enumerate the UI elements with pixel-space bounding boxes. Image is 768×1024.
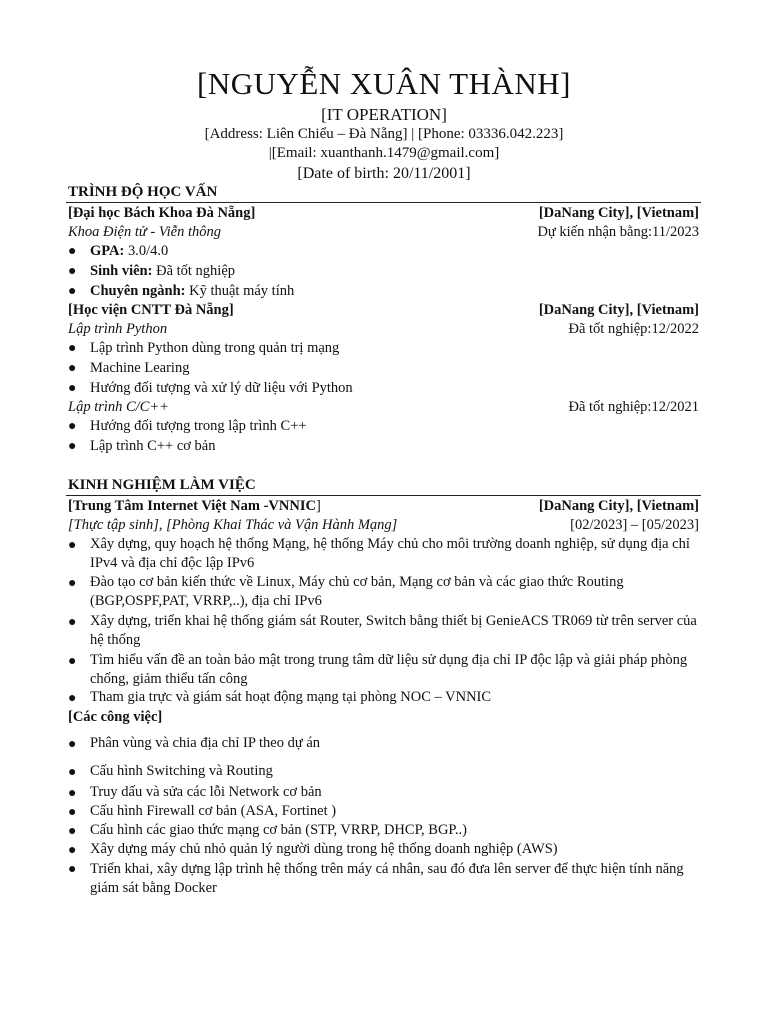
bullet-icon: ● (68, 805, 77, 820)
school2-location: [DaNang City], [Vietnam] (538, 302, 699, 318)
status-value: Đã tốt nghiệp (152, 263, 236, 279)
bullet-icon: ● (68, 824, 77, 839)
duty-item: Tìm hiểu vấn đề an toàn bảo mật trong trung tâm dữ liệu sử dụng địa chỉ IP độc lập và giải pháp phòng chống, giảm thiểu tấn công (90, 652, 688, 687)
employer-location: [DaNang City], [Vietnam] (538, 498, 699, 514)
bullet-icon: ● (68, 284, 77, 299)
major-label: Chuyên ngành: (90, 283, 186, 299)
cpp-item: Hướng đối tượng trong lập trình C++ (90, 418, 307, 434)
bullet-icon: ● (68, 615, 77, 630)
bullet-icon: ● (68, 737, 77, 752)
date-of-birth: [Date of birth: 20/11/2001] (297, 165, 471, 182)
bullet-icon: ● (68, 264, 77, 279)
task-item: Xây dựng máy chủ nhỏ quản lý người dùng trong hệ thống doanh nghiệp (AWS) (90, 841, 558, 857)
school1-location: [DaNang City], [Vietnam] (538, 205, 699, 221)
major-value: Kỹ thuật máy tính (185, 283, 295, 299)
bullet-icon: ● (68, 765, 77, 780)
duty-item: Tham gia trực và giám sát hoạt động mạng tại phòng NOC – VNNIC (90, 689, 492, 705)
bullet-icon: ● (68, 786, 77, 801)
school1-faculty: Khoa Điện tử - Viễn thông (68, 224, 222, 240)
python-item: Lập trình Python dùng trong quản trị mạng (90, 340, 340, 356)
bullet-icon: ● (68, 439, 77, 454)
python-item: Machine Learing (90, 360, 190, 376)
education-heading: TRÌNH ĐỘ HỌC VẤN (68, 184, 218, 200)
task-item: Truy dấu và sửa các lỗi Network cơ bản (90, 784, 322, 800)
contact-line: [Address: Liên Chiểu – Đà Nẵng] | [Phone: 03336.042.223] (204, 126, 564, 142)
duty-item: Xây dựng, triển khai hệ thống giám sát Router, Switch bằng thiết bị GenieACS TR069 từ trên server của hệ thống (90, 613, 697, 648)
python-item: Hướng đối tượng và xử lý dữ liệu với Python (90, 380, 353, 396)
experience-heading: KINH NGHIỆM LÀM VIỆC (68, 477, 256, 493)
school1-name: [Đại học Bách Khoa Đà Nẵng] (68, 205, 256, 221)
task-item: Cấu hình các giao thức mạng cơ bản (STP, VRRP, DHCP, BGP..) (90, 822, 467, 838)
education-divider (66, 202, 701, 203)
task-item: Triển khai, xây dựng lập trình hệ thống trên máy cá nhân, sau đó đưa lên server để thực hiện tính năng giám sát bằng Docker (90, 861, 684, 896)
bullet-icon: ● (68, 691, 77, 706)
task-item: Cấu hình Switching và Routing (90, 763, 273, 779)
bullet-icon: ● (68, 244, 77, 259)
major-item (90, 283, 294, 300)
status-label: Sinh viên: (90, 263, 153, 279)
cpp-item: Lập trình C++ cơ bản (90, 438, 216, 454)
course-python-title: Lập trình Python (68, 321, 168, 337)
school1-expected-date: Dự kiến nhận bằng:11/2023 (537, 224, 699, 240)
school2-name: [Học viện CNTT Đà Nẵng] (68, 302, 234, 318)
email-line: |[Email: xuanthanh.1479@gmail.com] (268, 145, 500, 161)
bullet-icon: ● (68, 654, 77, 669)
employer-org-close: ] (315, 498, 321, 514)
bullet-icon: ● (68, 576, 77, 591)
resume-name: [NGUYỄN XUÂN THÀNH] (197, 66, 571, 101)
gpa-value: 3.0/4.0 (124, 243, 169, 259)
bullet-icon: ● (68, 862, 77, 877)
bullet-icon: ● (68, 381, 77, 396)
bullet-icon: ● (68, 538, 77, 553)
task-item: Phân vùng và chia địa chỉ IP theo dự án (90, 735, 321, 751)
job-role: [Thực tập sinh], [Phòng Khai Thác và Vận Hành Mạng] (68, 517, 398, 533)
bullet-icon: ● (68, 419, 77, 434)
bullet-icon: ● (68, 361, 77, 376)
gpa-label: GPA: (90, 243, 125, 259)
bullet-icon: ● (68, 843, 77, 858)
duty-item: Đào tạo cơ bản kiến thức về Linux, Máy chủ cơ bản, Mạng cơ bản và các giao thức Routing (BGP,OSPF,PAT, VRRP,..), địa chỉ IPv6 (90, 574, 624, 609)
tasks-heading: [Các công việc] (68, 709, 163, 725)
job-title: [IT OPERATION] (321, 105, 447, 124)
status-item (90, 263, 235, 280)
employer-org: [Trung Tâm Internet Việt Nam -VNNIC (68, 498, 316, 514)
gpa-item (90, 243, 168, 260)
bullet-icon: ● (68, 341, 77, 356)
duty-item: Xây dựng, quy hoạch hệ thống Mạng, hệ thống Máy chủ cho môi trường doanh nghiệp, sử dụng địa chỉ IPv4 và địa chỉ độc lập IPv6 (90, 536, 690, 571)
employer-name (68, 498, 321, 515)
experience-divider (66, 495, 701, 496)
task-item: Cấu hình Firewall cơ bản (ASA, Fortinet ) (90, 803, 337, 819)
course-python-date: Đã tốt nghiệp:12/2022 (568, 321, 699, 337)
course-cpp-date: Đã tốt nghiệp:12/2021 (568, 399, 699, 415)
course-cpp-title: Lập trình C/C++ (68, 399, 169, 415)
job-period: [02/2023] – [05/2023] (570, 517, 699, 533)
